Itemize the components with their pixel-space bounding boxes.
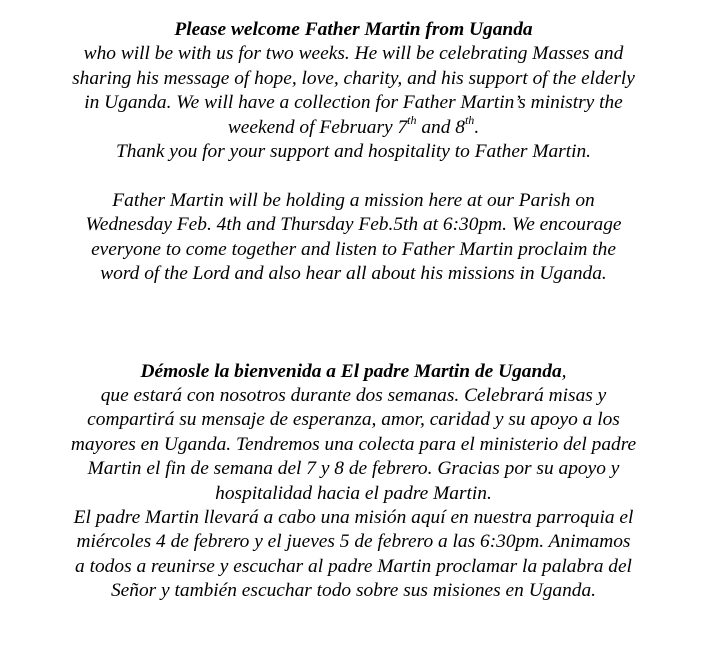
spanish-title: Démosle la bienvenida a El padre Martin de Uganda xyxy=(140,360,562,382)
english-section xyxy=(0,18,707,286)
and-text: and 8 xyxy=(416,116,465,138)
section-gap-1 xyxy=(0,286,707,310)
bulletin-announcement xyxy=(0,18,707,604)
spanish-line-6: El padre Martin llevará a cabo una misión aquí en nuestra parroquia el xyxy=(73,507,634,529)
spanish-line-5: hospitalidad hacia el padre Martin. xyxy=(215,482,492,504)
english-title: Please welcome Father Martin from Uganda xyxy=(174,19,533,40)
mission-line-3: everyone to come together and listen to Father Martin proclaim the xyxy=(91,238,616,260)
spanish-line-4: Martin el fin de semana del 7 y 8 de febrero. Gracias por su apoyo y xyxy=(87,458,620,480)
english-line-3: in Uganda. We will have a collection for Father Martin’s ministry the xyxy=(84,92,623,114)
weekend-text: weekend of February 7 xyxy=(227,116,408,138)
spanish-line-7: miércoles 4 de febrero y el jueves 5 de febrero a las 6:30pm. Animamos xyxy=(76,531,631,553)
mission-line-2: Wednesday Feb. 4th and Thursday Feb.5th at 6:30pm. We encourage xyxy=(85,214,622,236)
spanish-title-line xyxy=(0,360,707,384)
english-line-2: sharing his message of hope, love, charity, and his support of the elderly xyxy=(72,67,635,89)
mission-line-1: Father Martin will be holding a mission here at our Parish on xyxy=(112,189,595,211)
spanish-line-3: mayores en Uganda. Tendremos una colecta para el ministerio del padre xyxy=(70,433,637,455)
mission-line-4: word of the Lord and also hear all about his missions in Uganda. xyxy=(100,263,607,285)
ordinal-suffix-8: th xyxy=(464,113,475,128)
spanish-line-2: compartirá su mensaje de esperanza, amor, caridad y su apoyo a los xyxy=(87,409,620,431)
english-line-4 xyxy=(0,113,707,140)
spanish-line-1: que estará con nosotros durante dos semanas. Celebrará misas y xyxy=(100,385,607,407)
section-gap-3 xyxy=(0,335,707,359)
spanish-line-9: Señor y también escuchar todo sobre sus misiones en Uganda. xyxy=(110,580,597,602)
ordinal-suffix-7: th xyxy=(407,113,417,128)
section-gap-2 xyxy=(0,311,707,335)
paragraph-gap xyxy=(0,164,707,188)
period-text: . xyxy=(474,116,480,138)
spanish-title-comma: , xyxy=(561,360,567,382)
english-line-1: who will be with us for two weeks. He will be celebrating Masses and xyxy=(83,43,624,65)
spanish-section xyxy=(0,360,707,604)
english-line-5: Thank you for your support and hospitality to Father Martin. xyxy=(115,141,592,163)
spanish-line-8: a todos a reunirse y escuchar al padre Martin proclamar la palabra del xyxy=(75,555,632,577)
